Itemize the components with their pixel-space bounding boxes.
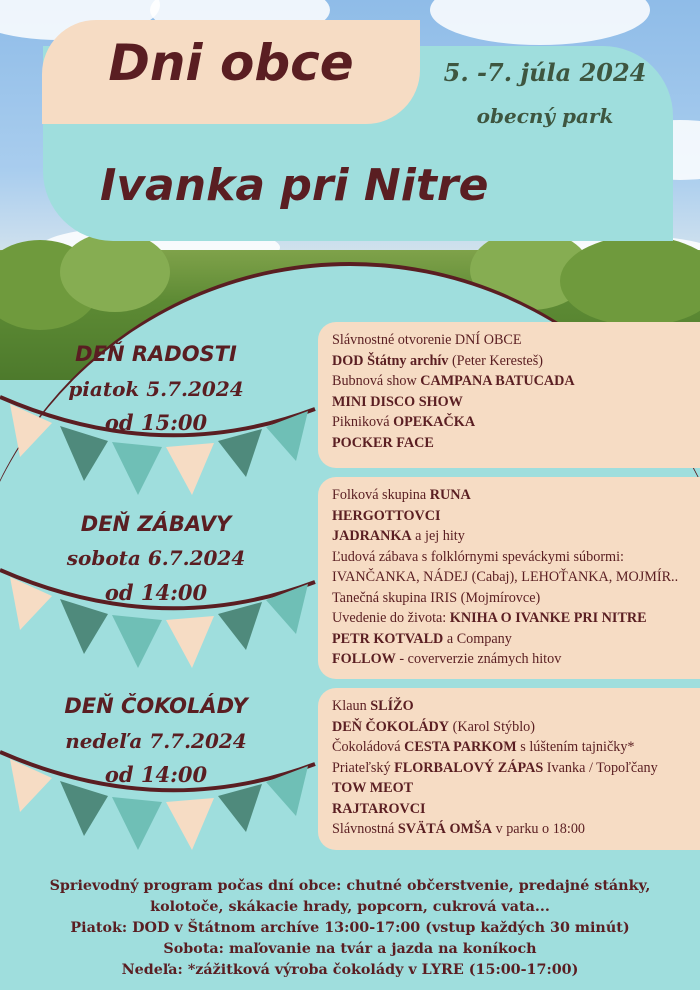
tree (60, 232, 170, 312)
program-item-highlight: JADRANKA (332, 528, 412, 544)
program-item-highlight: CESTA PARKOM (404, 739, 517, 755)
program-item-text: Bubnová show (332, 373, 421, 389)
program-item (332, 351, 700, 372)
event-dates: 5. -7. júla 2024 (443, 58, 647, 87)
program-item (332, 819, 700, 840)
program-item-text: Čokoládová (332, 739, 405, 755)
footer-line: Piatok: DOD v Štátnom archíve 13:00-17:00 (vstup každých 30 minút) (70, 920, 630, 936)
program-item-text: Slávnostná (332, 821, 398, 837)
village-title: Ivanka pri Nitre (100, 160, 489, 211)
program-item (332, 330, 700, 351)
flag (60, 599, 108, 654)
cloud (430, 0, 650, 45)
bunting-garland-1 (0, 395, 330, 515)
day-2-program-panel (318, 477, 700, 679)
program-item-text: IVANČANKA, NÁDEJ (Cabaj), LEHOŤANKA, MOJMÍR.. (332, 569, 679, 585)
program-item (332, 485, 700, 506)
program-item-text: Ľudová zábava s folklórnymi speváckymi súbormi: (332, 548, 624, 565)
flag (218, 784, 262, 832)
program-item-highlight: KNIHA O IVANKE PRI NITRE (449, 610, 647, 626)
program-item-highlight: DEŇ ČOKOLÁDY (332, 718, 450, 735)
program-item-highlight: SVÄTÁ OMŠA (397, 821, 493, 837)
program-item (332, 758, 700, 779)
program-item (332, 608, 700, 629)
program-item-highlight: RUNA (429, 487, 471, 503)
flag (166, 798, 214, 850)
flag (112, 797, 162, 850)
program-item-text: (Peter Keresteš) (448, 352, 543, 369)
program-item (332, 433, 700, 454)
program-item (332, 588, 700, 609)
program-item-text: Slávnostné otvorenie DNÍ OBCE (332, 332, 522, 348)
program-item-highlight: CAMPANA BATUCADA (420, 373, 575, 389)
program-item (332, 649, 700, 670)
program-item-highlight: MINI DISCO SHOW (332, 393, 463, 410)
event-title: Dni obce (108, 34, 354, 92)
flag (166, 443, 214, 495)
program-item-text: Pikniková (332, 414, 394, 430)
day-3-program-list (332, 696, 700, 840)
program-item (332, 629, 700, 650)
program-item-text: Klaun (332, 698, 371, 714)
program-item-text: Priateľský (332, 759, 395, 776)
flag (10, 577, 52, 630)
program-item-highlight: FLORBALOVÝ ZÁPAS (394, 759, 544, 776)
day-2-program-list (332, 485, 700, 670)
program-item-highlight: POCKER FACE (332, 434, 434, 451)
program-item-text: a jej hity (411, 528, 465, 544)
day-1-name: DEŇ RADOSTI (75, 342, 237, 366)
footer-line: Nedeľa: *zážitková výroba čokolády v LYRE (15:00-17:00) (121, 962, 579, 978)
program-item (332, 737, 700, 758)
flag (10, 404, 52, 457)
program-item-text: (Karol Stýblo) (449, 718, 535, 735)
program-item (332, 392, 700, 413)
day-1-date: piatok 5.7.2024 (68, 377, 244, 401)
program-item-highlight: HERGOTTOVCI (332, 507, 441, 524)
flag (60, 426, 108, 481)
flag (218, 602, 262, 650)
program-item-text: - coververzie známych hitov (395, 651, 562, 667)
flag (166, 616, 214, 668)
program-item (332, 567, 700, 588)
program-item (332, 717, 700, 738)
day-3-program-panel (318, 688, 700, 850)
program-item-highlight: PETR KOTVALD (332, 630, 444, 647)
day-3-time: od 14:00 (104, 762, 208, 787)
flag (112, 442, 162, 495)
program-item-text: Tanečná skupina IRIS (Mojmírovce) (332, 589, 541, 606)
flag (10, 759, 52, 812)
bunting-garland-3 (0, 750, 330, 870)
program-item-text: v parku o 18:00 (492, 821, 586, 837)
program-item-text: a Company (443, 630, 512, 647)
program-item (332, 696, 700, 717)
bunting-garland-2 (0, 568, 330, 688)
flag (60, 781, 108, 836)
program-item-text: s lúštením tajničky* (516, 739, 635, 755)
program-item (332, 799, 700, 820)
day-2-date: sobota 6.7.2024 (66, 546, 246, 570)
day-2-time: od 14:00 (104, 580, 208, 605)
flag (218, 429, 262, 477)
program-item-highlight: TOW MEOT (332, 780, 414, 796)
program-item-text: Folková skupina (332, 487, 430, 503)
day-1-program-panel (318, 322, 700, 468)
tree (560, 236, 700, 326)
program-item-highlight: RAJTAROVCI (332, 800, 426, 817)
accompanying-program (0, 876, 700, 981)
footer-line: kolotoče, skákacie hrady, popcorn, cukrová vata... (150, 899, 550, 915)
program-item (332, 371, 700, 392)
program-item (332, 778, 700, 799)
program-item (332, 412, 700, 433)
event-place: obecný park (476, 104, 614, 128)
day-3-name: DEŇ ČOKOLÁDY (64, 694, 248, 718)
flag (112, 615, 162, 668)
footer-line: Sobota: maľovanie na tvár a jazda na koníkoch (163, 941, 537, 957)
day-2-name: DEŇ ZÁBAVY (80, 512, 232, 536)
program-item-highlight: SLÍŽO (370, 698, 414, 714)
program-item-highlight: DOD Štátny archív (332, 352, 449, 369)
program-item-text: Ivanka / Topoľčany (543, 759, 658, 776)
program-item-highlight: FOLLOW (332, 651, 396, 667)
footer-line: Sprievodný program počas dní obce: chutné občerstvenie, predajné stánky, (49, 878, 651, 894)
program-item (332, 526, 700, 547)
day-1-time: od 15:00 (104, 410, 208, 435)
program-item (332, 547, 700, 568)
day-1-program-list (332, 330, 700, 453)
program-item (332, 506, 700, 527)
program-item-text: Uvedenie do života: (332, 610, 450, 626)
day-3-date: nedeľa 7.7.2024 (65, 729, 247, 753)
program-item-highlight: OPEKAČKA (393, 414, 476, 430)
